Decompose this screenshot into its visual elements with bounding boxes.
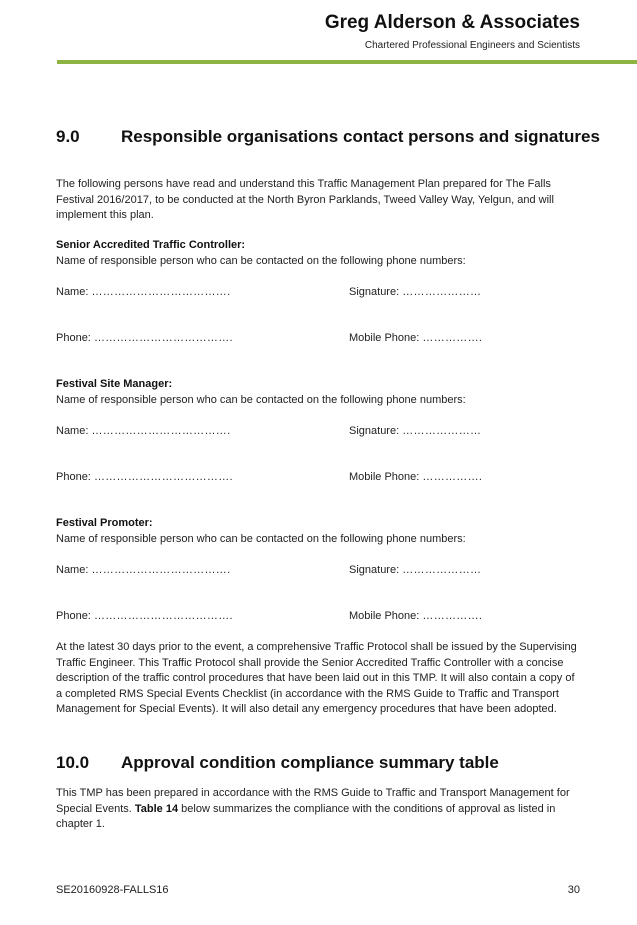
contact-role: Festival Promoter:	[56, 517, 153, 529]
mobile-phone-blank: …………….	[422, 332, 483, 344]
contact-role: Festival Site Manager:	[56, 378, 173, 390]
section-9-heading	[56, 127, 600, 147]
contact-role: Senior Accredited Traffic Controller:	[56, 239, 246, 251]
signature-label: Signature:	[349, 564, 400, 576]
company-name: Greg Alderson & Associates	[324, 12, 580, 33]
signature-field	[349, 286, 481, 298]
section-title: Approval condition compliance summary table	[121, 753, 499, 772]
company-subtitle: Chartered Professional Engineers and Scientists	[364, 40, 580, 51]
signature-blank: …………………	[402, 286, 482, 298]
paragraph-text: below summarizes the compliance with the conditions of approval as listed in chapter 1.	[56, 802, 556, 830]
phone-field	[56, 471, 233, 483]
contact-description: Name of responsible person who can be contacted on the following phone numbers:	[56, 394, 466, 406]
mobile-phone-label: Mobile Phone:	[349, 471, 420, 483]
header-divider	[57, 60, 637, 64]
name-blank: ……………………………….	[91, 564, 231, 576]
section-title: Responsible organisations contact persons and signatures	[121, 127, 600, 146]
phone-label: Phone:	[56, 610, 91, 622]
name-field	[56, 286, 230, 298]
signature-field	[349, 564, 481, 576]
signature-blank: …………………	[402, 564, 482, 576]
name-label: Name:	[56, 286, 89, 298]
phone-blank: ……………………………….	[93, 610, 233, 622]
signature-label: Signature:	[349, 425, 400, 437]
mobile-phone-field	[349, 332, 482, 344]
section-10-paragraph	[56, 786, 580, 833]
name-blank: ……………………………….	[91, 286, 231, 298]
signature-label: Signature:	[349, 286, 400, 298]
phone-blank: ……………………………….	[93, 471, 233, 483]
mobile-phone-blank: …………….	[422, 610, 483, 622]
name-field	[56, 564, 230, 576]
signature-blank: …………………	[402, 425, 482, 437]
phone-blank: ……………………………….	[93, 332, 233, 344]
mobile-phone-label: Mobile Phone:	[349, 610, 420, 622]
phone-field	[56, 332, 233, 344]
phone-label: Phone:	[56, 332, 91, 344]
contact-description: Name of responsible person who can be contacted on the following phone numbers:	[56, 255, 466, 267]
name-label: Name:	[56, 425, 89, 437]
document-code: SE20160928-FALLS16	[56, 884, 169, 896]
section-10-heading	[56, 753, 499, 773]
name-blank: ……………………………….	[91, 425, 231, 437]
contact-description: Name of responsible person who can be contacted on the following phone numbers:	[56, 533, 466, 545]
phone-label: Phone:	[56, 471, 91, 483]
section-9-intro: The following persons have read and understand this Traffic Management Plan prepared for The Falls Festival 2016/2017, to be conducted at the North Byron Parklands, Tweed Valley Way, Yelgun, and will implement this plan.	[56, 178, 554, 221]
traffic-protocol-paragraph: At the latest 30 days prior to the event, a comprehensive Traffic Protocol shall be issued by the Supervising Traffic Engineer. This Traffic Protocol shall provide the Senior Accredited Traffic Controller with a concise description of the traffic control procedures that have been laid out in this TMP. It will also contain a copy of a completed RMS Special Events Checklist (in accordance with the RMS Guide to Traffic and Transport Management for Special Events). It will also detail any emergency procedures that have been adopted.	[56, 641, 577, 715]
paragraph-text: This TMP has been prepared in accordance with the RMS Guide to Traffic and Transport Management for Special Events.	[56, 787, 570, 815]
name-field	[56, 425, 230, 437]
signature-field	[349, 425, 481, 437]
section-number: 10.0	[56, 753, 90, 772]
mobile-phone-blank: …………….	[422, 471, 483, 483]
mobile-phone-field	[349, 610, 482, 622]
page-number: 30	[567, 884, 580, 896]
name-label: Name:	[56, 564, 89, 576]
table-reference: Table 14	[134, 802, 179, 815]
section-number: 9.0	[56, 127, 80, 146]
phone-field	[56, 610, 233, 622]
mobile-phone-label: Mobile Phone:	[349, 332, 420, 344]
mobile-phone-field	[349, 471, 482, 483]
